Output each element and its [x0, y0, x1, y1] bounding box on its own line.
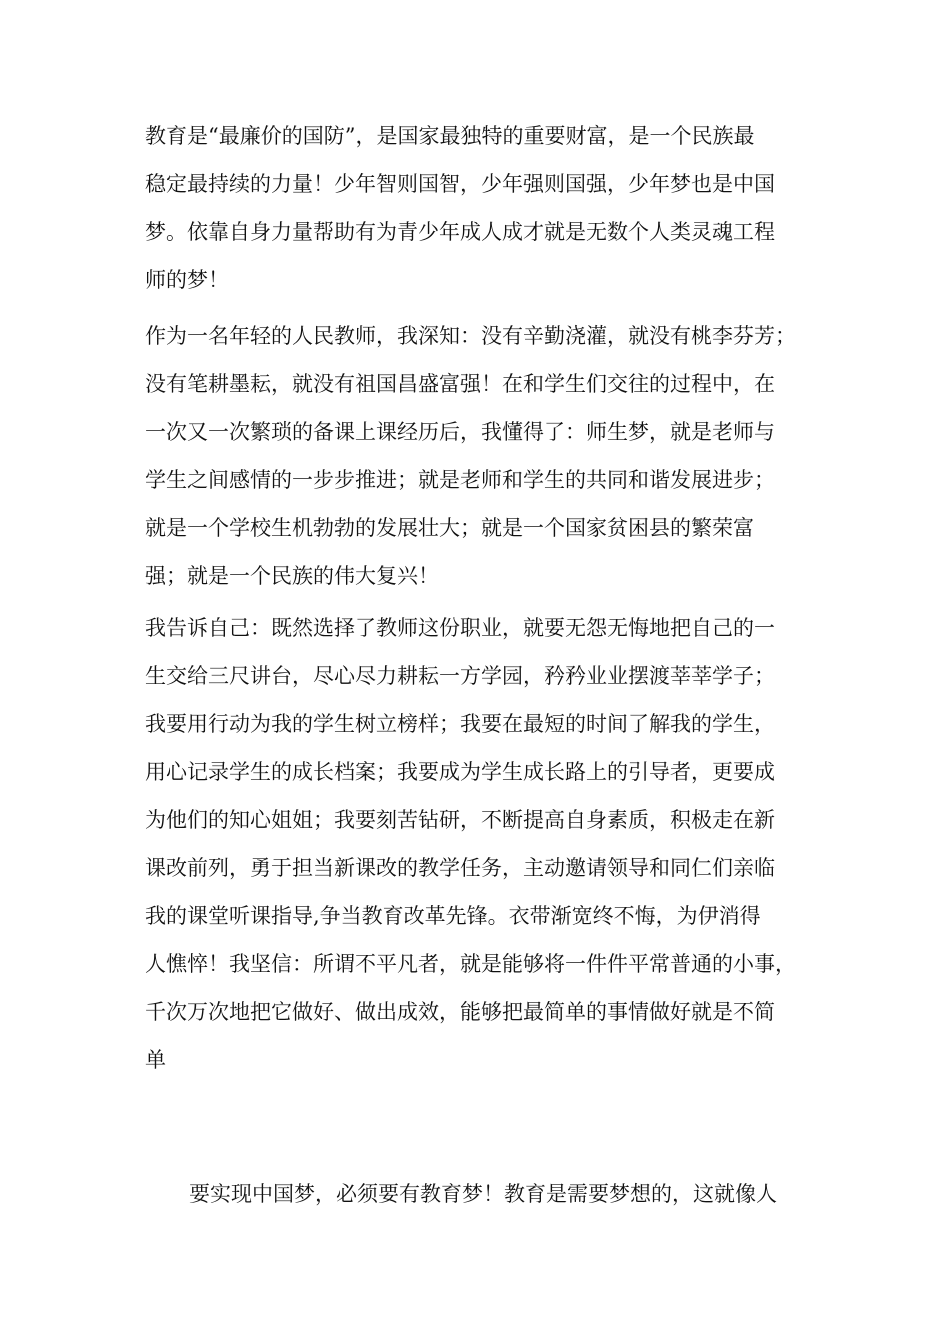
paragraph-1	[145, 112, 825, 304]
text-line: 作为一名年轻的人民教师，我深知：没有辛勤浇灌，就没有桃李芬芳；	[145, 324, 796, 348]
text-line: 课改前列，勇于担当新课改的教学任务，主动邀请领导和同仁们亲临	[145, 856, 775, 880]
text-line: 一次又一次繁琐的备课上课经历后，我懂得了：师生梦，就是老师与	[145, 420, 775, 444]
text-line: 我告诉自己：既然选择了教师这份职业，就要无怨无悔地把自己的一	[145, 616, 775, 640]
text-line: 我要用行动为我的学生树立榜样；我要在最短的时间了解我的学生，	[145, 712, 775, 736]
text-line: 要实现中国梦，必须要有教育梦！教育是需要梦想的，这就像人	[189, 1182, 777, 1206]
text-line: 学生之间感情的一步步推进；就是老师和学生的共同和谐发展进步；	[145, 468, 775, 492]
text-line: 我的课堂听课指导,争当教育改革先锋。衣带渐宽终不悔，为伊消得	[145, 904, 761, 928]
paragraph-2	[145, 312, 825, 600]
text-line: 就是一个学校生机勃勃的发展壮大；就是一个国家贫困县的繁荣富	[145, 516, 754, 540]
paragraph-4	[145, 1170, 825, 1218]
text-line: 为他们的知心姐姐；我要刻苦钻研，不断提高自身素质，积极走在新	[145, 808, 775, 832]
paragraph-3	[145, 604, 825, 1084]
text-line: 强；就是一个民族的伟大复兴！	[145, 564, 439, 588]
text-line: 没有笔耕墨耘，就没有祖国昌盛富强！在和学生们交往的过程中，在	[145, 372, 775, 396]
text-line: 梦。依靠自身力量帮助有为青少年成人成才就是无数个人类灵魂工程	[145, 220, 775, 244]
text-line: 师的梦！	[145, 268, 229, 292]
text-line: 教育是“最廉价的国防”，是国家最独特的重要财富，是一个民族最	[145, 124, 755, 148]
text-line: 人憔悴！我坚信：所谓不平凡者，就是能够将一件件平常普通的小事，	[145, 952, 796, 976]
text-line: 生交给三尺讲台，尽心尽力耕耘一方学园，矜矜业业摆渡莘莘学子；	[145, 664, 775, 688]
text-line: 千次万次地把它做好、做出成效，能够把最简单的事情做好就是不简	[145, 1000, 775, 1024]
text-line: 单	[145, 1048, 166, 1072]
text-line: 稳定最持续的力量！少年智则国智，少年强则国强，少年梦也是中国	[145, 172, 775, 196]
text-line: 用心记录学生的成长档案；我要成为学生成长路上的引导者，更要成	[145, 760, 775, 784]
